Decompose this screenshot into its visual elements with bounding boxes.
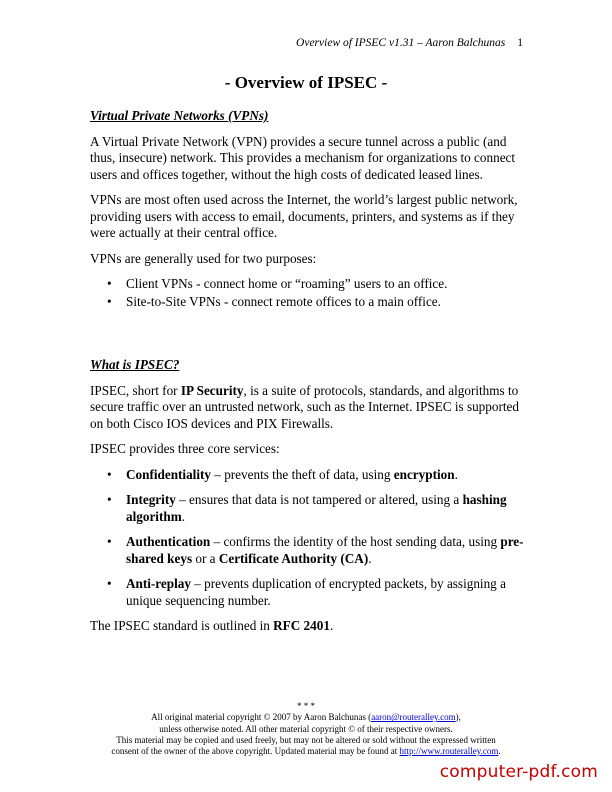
list-item: • Site-to-Site VPNs - connect remote offices to a main office. (90, 294, 526, 311)
service-confidentiality (90, 467, 526, 484)
service-term: Authentication (126, 534, 211, 549)
closing-text-end: . (329, 618, 334, 633)
service-term: Anti-replay (126, 576, 191, 591)
author-email-link[interactable]: aaron@routeralley.com (371, 712, 456, 723)
copyright-footer (0, 701, 612, 757)
ip-security-term: IP Security (180, 382, 244, 398)
footer-text: . (498, 746, 501, 757)
website-link[interactable]: http://www.routeralley.com (399, 746, 499, 757)
ipsec-section-heading: What is IPSEC? (90, 357, 180, 372)
intro-text-rest: , is a suite of protocols, standards, and algorithms to secure traffic over an untrusted network, such as the Internet. IPSEC is supported on both Cisco IOS devices and PIX Firewalls. (90, 382, 519, 431)
running-header (296, 37, 523, 49)
service-keyword: Certificate Authority (CA) (218, 550, 369, 566)
closing-paragraph (90, 618, 526, 635)
vpn-paragraph-2: VPNs are most often used across the Internet, the world’s largest public network, providing users with access to email, documents, printers, and systems as if they were actually at their central office. (90, 192, 518, 240)
footer-text: consent of the owner of the above copyright. Updated material may be found at (111, 746, 400, 757)
page-title: - Overview of IPSEC - (224, 73, 388, 92)
footer-line-2: unless otherwise noted. All other material copyright © of their respective owners. (159, 723, 453, 734)
service-anti-replay (90, 576, 526, 609)
vpn-purpose-list (90, 276, 526, 310)
footer-text: All original material copyright © 2007 by Aaron Balchunas ( (151, 712, 372, 723)
service-text: – prevents the theft of data, using (211, 466, 394, 482)
footer-line-1 (0, 712, 612, 723)
footer-text: ), (455, 712, 461, 723)
service-text: . (454, 466, 458, 482)
vpn-section-heading: Virtual Private Networks (VPNs) (90, 108, 269, 123)
closing-text: The IPSEC standard is outlined in (90, 618, 274, 633)
service-term: Confidentiality (126, 466, 211, 482)
intro-text: IPSEC, short for (90, 382, 181, 398)
page-number: 1 (517, 37, 523, 49)
core-services-list (90, 467, 526, 610)
list-item: • Client VPNs - connect home or “roaming” users to an office. (90, 276, 526, 293)
service-text: . (181, 508, 185, 524)
site-watermark: computer-pdf.com (439, 762, 598, 782)
document-body (90, 108, 526, 644)
vpn-paragraph-3: VPNs are generally used for two purposes: (90, 250, 317, 266)
vpn-paragraph-1: A Virtual Private Network (VPN) provides a secure tunnel across a public (and thus, insecure) network. This provides a mechanism for organizations to connect users and offices together, without the high costs of dedicated leased lines. (90, 133, 516, 182)
service-authentication (90, 534, 526, 567)
services-intro: IPSEC provides three core services: (90, 441, 280, 456)
service-text: – confirms the identity of the host sending data, using (210, 534, 501, 549)
service-keyword: encryption (393, 466, 455, 482)
ipsec-intro-paragraph (90, 383, 526, 433)
service-keyword: pre-shared keys (126, 534, 524, 566)
service-integrity (90, 492, 526, 525)
rfc-reference: RFC 2401 (273, 618, 330, 633)
footer-separator: * * * (297, 701, 315, 711)
header-title: Overview of IPSEC v1.31 – Aaron Balchunas (296, 37, 506, 49)
service-term: Integrity (126, 492, 176, 507)
service-text: . (368, 550, 372, 566)
footer-line-4 (0, 746, 612, 757)
footer-line-3: This material may be copied and used freely, but may not be altered or sold without the expressed written (116, 734, 496, 745)
service-text: – ensures that data is not tampered or altered, using a (175, 492, 463, 507)
service-text: or a (192, 550, 219, 566)
service-text: – prevents duplication of encrypted packets, by assigning a unique sequencing number. (126, 576, 506, 608)
service-keyword: hashing algorithm (126, 492, 507, 524)
